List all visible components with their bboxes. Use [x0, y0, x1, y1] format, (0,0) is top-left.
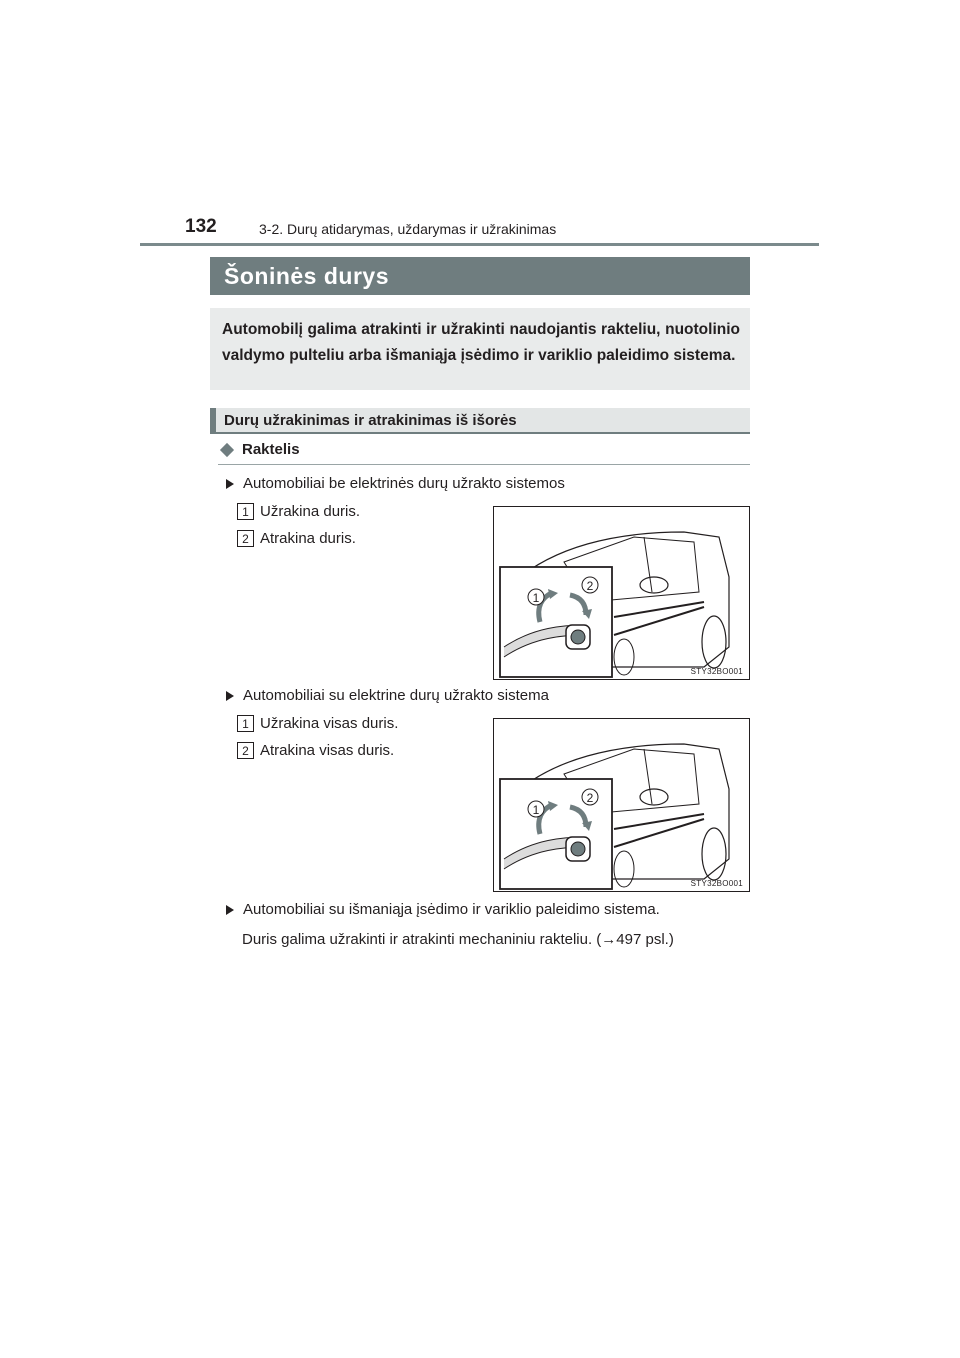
step-number: 1 — [242, 717, 249, 731]
step-number-icon — [237, 530, 254, 547]
callout-label: 2 — [586, 579, 594, 593]
header-divider — [140, 243, 819, 246]
step-number-icon — [237, 715, 254, 732]
bullet-text: Automobiliai be elektrinės durų užrakto sistemos — [243, 475, 565, 492]
step-item — [237, 742, 394, 759]
step-text: Atrakina duris. — [260, 530, 356, 547]
triangle-bullet-icon — [226, 905, 234, 915]
step-text: Atrakina visas duris. — [260, 742, 395, 759]
breadcrumb: 3-2. Durų atidarymas, uždarymas ir užrakinimas — [259, 221, 557, 237]
bullet-text: Automobiliai su išmaniąja įsėdimo ir variklio paleidimo sistema. — [243, 901, 660, 918]
page-number: 132 — [185, 216, 217, 237]
step-number-icon — [237, 742, 254, 759]
figure-code: STY32BO001 — [690, 879, 743, 888]
bullet-text: Automobiliai su elektrine durų užrakto sistema — [243, 687, 549, 704]
car-door-key-figure — [493, 718, 750, 892]
car-door-key-figure — [493, 506, 750, 680]
section-heading: Durų užrakinimas ir atrakinimas iš išorės — [210, 408, 750, 434]
callout-label: 1 — [532, 803, 540, 817]
step-item — [237, 715, 398, 732]
note-text: Duris galima užrakinti ir atrakinti mechaniniu rakteliu. (→497 psl.) — [242, 931, 674, 948]
callout-label: 1 — [532, 591, 540, 605]
step-number-icon — [237, 503, 254, 520]
triangle-bullet-icon — [226, 691, 234, 701]
subheading-divider — [218, 464, 750, 465]
step-number: 2 — [242, 744, 249, 758]
step-number: 1 — [242, 505, 249, 519]
subheading — [218, 441, 300, 458]
step-text: Užrakina duris. — [260, 503, 361, 520]
bullet-item — [226, 901, 660, 918]
step-item — [237, 503, 360, 520]
step-text: Užrakina visas duris. — [260, 715, 399, 732]
step-number: 2 — [242, 532, 249, 546]
step-item — [237, 530, 356, 547]
callout-label: 2 — [586, 791, 594, 805]
intro-text: Automobilį galima atrakinti ir užrakinti naudojantis rakteliu, nuotolinio valdymo pulteliu arba išmaniąja įsėdimo ir variklio paleidimo sistema. — [210, 308, 750, 390]
diamond-bullet-icon — [220, 442, 234, 456]
triangle-bullet-icon — [226, 479, 234, 489]
bullet-item — [226, 687, 549, 704]
figure-code: STY32BO001 — [690, 667, 743, 676]
bullet-item — [226, 475, 565, 492]
page-title: Šoninės durys — [210, 257, 750, 295]
subheading-label: Raktelis — [242, 441, 300, 458]
